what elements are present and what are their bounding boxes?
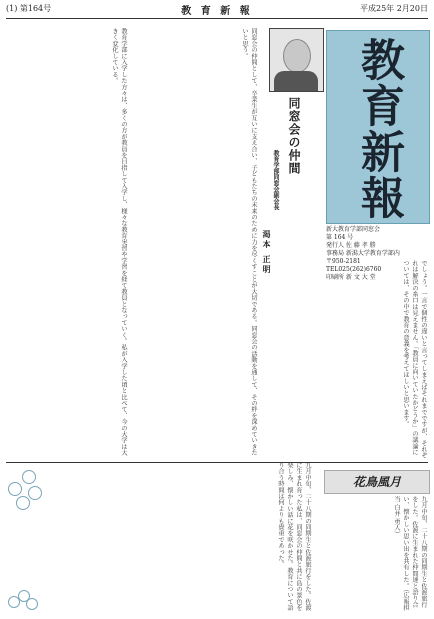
header-title: 教 育 新 報: [181, 6, 253, 17]
author-name: 渇本 正明: [262, 230, 272, 275]
author-photo: [269, 28, 324, 92]
column-body: 九月中旬、二十八期の同期生と佐渡旅行をした。佐渡に生まれた仲間達と語り合い、懐かしい思い出を共有した。（広報担当 白井 勇人）: [393, 496, 427, 611]
author-face: [283, 39, 311, 73]
issue-date: 平成25年 2月20日: [360, 4, 428, 13]
bottom-article-body: 九月中旬、二十八期の同期生と佐渡旅行をした。佐渡に生まれ育った私は、同窓会の仲間と共に島の景色を楽しみ、懐かしい話に花を咲かせた。教育について語り合う時間は何よりも貴重であった。: [277, 462, 311, 611]
page-header: [0, 0, 434, 16]
column-title-kafugetsu: 花鳥風月: [324, 470, 430, 494]
masthead: [326, 30, 430, 224]
decorative-flower-icon-2: [8, 590, 38, 610]
editor-line: 発行人 佐 藤 孝 勝: [326, 242, 376, 249]
tel-line: TEL025(262)6760: [326, 266, 382, 273]
article-body-column-3: でしょう。一言で個性の違いと言ってしまえばそれまでですが、それぞれは解決の糸口は見えません。「教員に向いていたかどうか」の議論については、その中で教育の意義を考えてほしいと思います。: [402, 260, 427, 459]
author-body: [274, 71, 318, 91]
article-body-column-1: 教育学部に入学した方々は、多くの方が教員を目指して入学し、様々な教育実習や学習を経て教員となっていく。私が入学した頃と比べて、今の大学は大きく変化している。: [111, 28, 127, 456]
issue-line: 第 164 号: [326, 234, 354, 241]
header-rule: [6, 18, 428, 19]
issue-number: (1) 第164号: [6, 4, 52, 13]
masthead-title: 教育新報: [353, 37, 404, 221]
address-line: 〒950-2181: [326, 258, 361, 265]
article-title: 同窓会の仲間: [287, 97, 301, 175]
printer-line: 印刷所 新 文 大 堂: [326, 274, 376, 281]
office-line: 事務局 新潟大学教育学部内: [326, 250, 400, 257]
author-affiliation: 教育学部同窓会副会長: [272, 150, 279, 210]
article-body-column-2: 同窓会の仲間として、卒業生が互いに支え合い、子どもたちの未来のために力を尽くすことが大切である。同窓会の活動を通して、その絆を深めていきたいと思う。: [241, 28, 257, 456]
publisher-org: 新大教育学部同窓会: [326, 226, 381, 233]
